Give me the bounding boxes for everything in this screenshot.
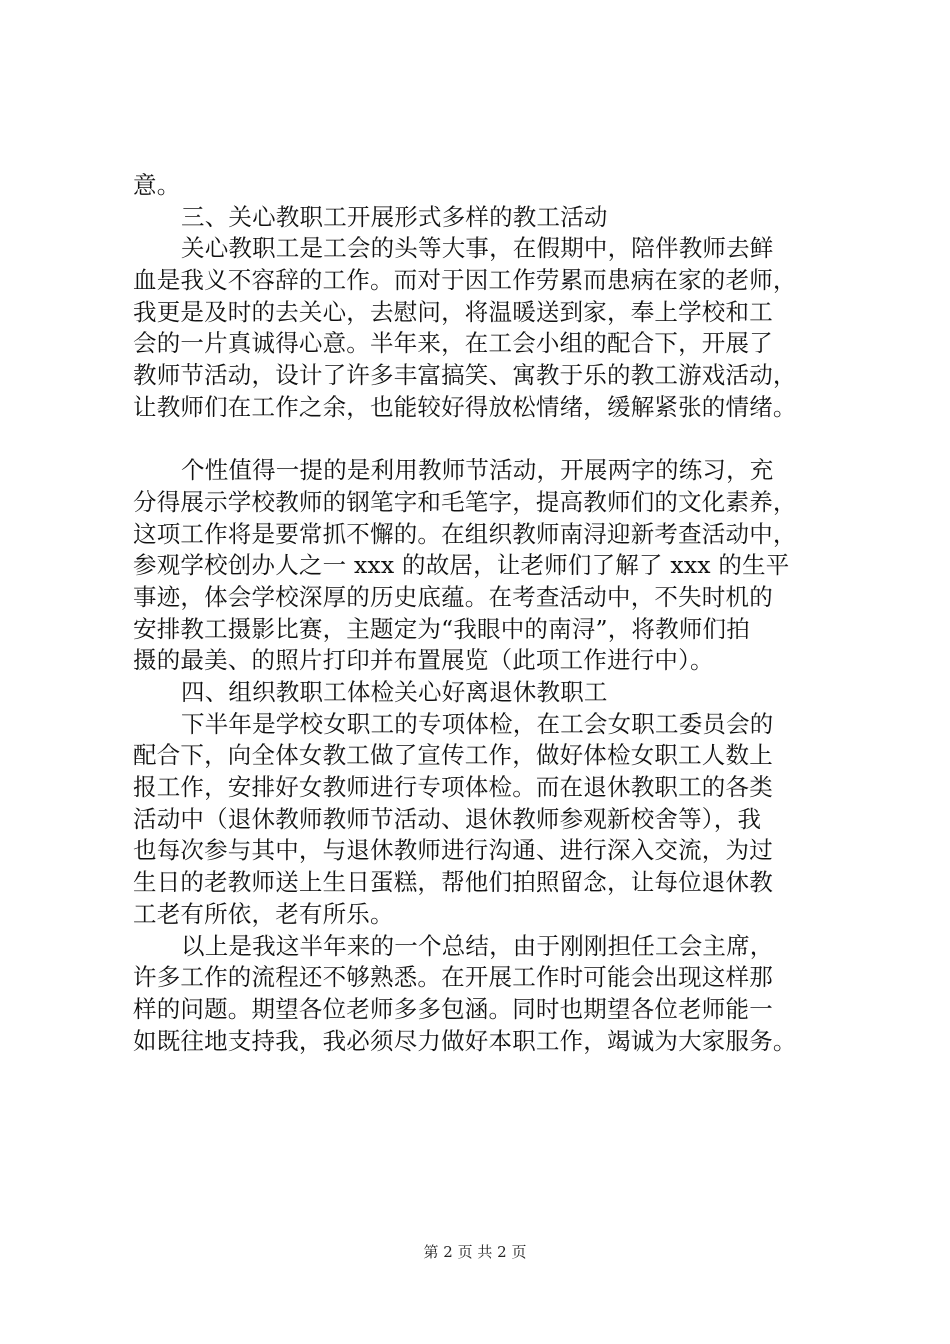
text-line: 安排教工摄影比赛，主题定为“我眼中的南浔”，将教师们拍 — [133, 614, 750, 643]
text-line: 报工作，安排好女教师进行专项体检。而在退休教职工的各类 — [133, 773, 773, 802]
text-line: 下半年是学校女职工的专项体检，在工会女职工委员会的 — [181, 709, 774, 738]
text-line: 这项工作将是要常抓不懈的。在组织教师南浔迎新考查活动中， — [133, 519, 797, 548]
section-heading-3: 三、关心教职工开展形式多样的教工活动 — [181, 202, 608, 231]
text-line: 我更是及时的去关心，去慰问，将温暖送到家，奉上学校和工 — [133, 297, 773, 326]
text-line: 配合下，向全体女教工做了宣传工作，做好体检女职工人数上 — [133, 741, 773, 770]
text-line: 意。 — [133, 171, 181, 199]
text-line: 关心教职工是工会的头等大事，在假期中，陪伴教师去鲜 — [181, 234, 774, 263]
text-line: 如既往地支持我，我必须尽力做好本职工作，竭诚为大家服务。 — [133, 1026, 797, 1055]
text-line: 工老有所依，老有所乐。 — [133, 899, 394, 928]
text-line: 也每次参与其中，与退休教师进行沟通、进行深入交流，为过 — [133, 836, 773, 865]
text-line: 教师节活动，设计了许多丰富搞笑、寓教于乐的教工游戏活动， — [133, 361, 797, 390]
text-line: 参观学校创办人之一 xxx 的故居，让老师们了解了 xxx 的生平 — [133, 551, 790, 580]
text-line: 许多工作的流程还不够熟悉。在开展工作时可能会出现这样那 — [133, 963, 773, 992]
paragraph-gap — [133, 424, 845, 456]
text-line: 以上是我这半年来的一个总结，由于刚刚担任工会主席， — [181, 931, 774, 960]
text-line: 让教师们在工作之余，也能较好得放松情绪，缓解紧张的情绪。 — [133, 392, 797, 421]
text-line: 事迹，体会学校深厚的历史底蕴。在考查活动中，不失时机的 — [133, 582, 773, 611]
text-line: 样的问题。期望各位老师多多包涵。同时也期望各位老师能一 — [133, 994, 773, 1023]
section-heading-4: 四、组织教职工体检关心好离退休教职工 — [181, 678, 608, 706]
text-line: 个性值得一提的是利用教师节活动，开展两字的练习，充 — [181, 456, 774, 485]
text-line: 会的一片真诚得心意。半年来，在工会小组的配合下，开展了 — [133, 329, 773, 358]
text-line: 活动中（退休教师教师节活动、退休教师参观新校舍等），我 — [133, 804, 762, 833]
text-line: 血是我义不容辞的工作。而对于因工作劳累而患病在家的老师， — [133, 266, 797, 295]
text-line: 生日的老教师送上生日蛋糕，帮他们拍照留念，让每位退休教 — [133, 868, 773, 897]
page-number-footer: 第 2 页 共 2 页 — [423, 1243, 527, 1261]
text-line: 摄的最美、的照片打印并布置展览（此项工作进行中）。 — [133, 646, 714, 675]
document-body — [133, 170, 845, 1057]
text-line: 分得展示学校教师的钢笔字和毛笔字，提高教师们的文化素养， — [133, 487, 797, 516]
